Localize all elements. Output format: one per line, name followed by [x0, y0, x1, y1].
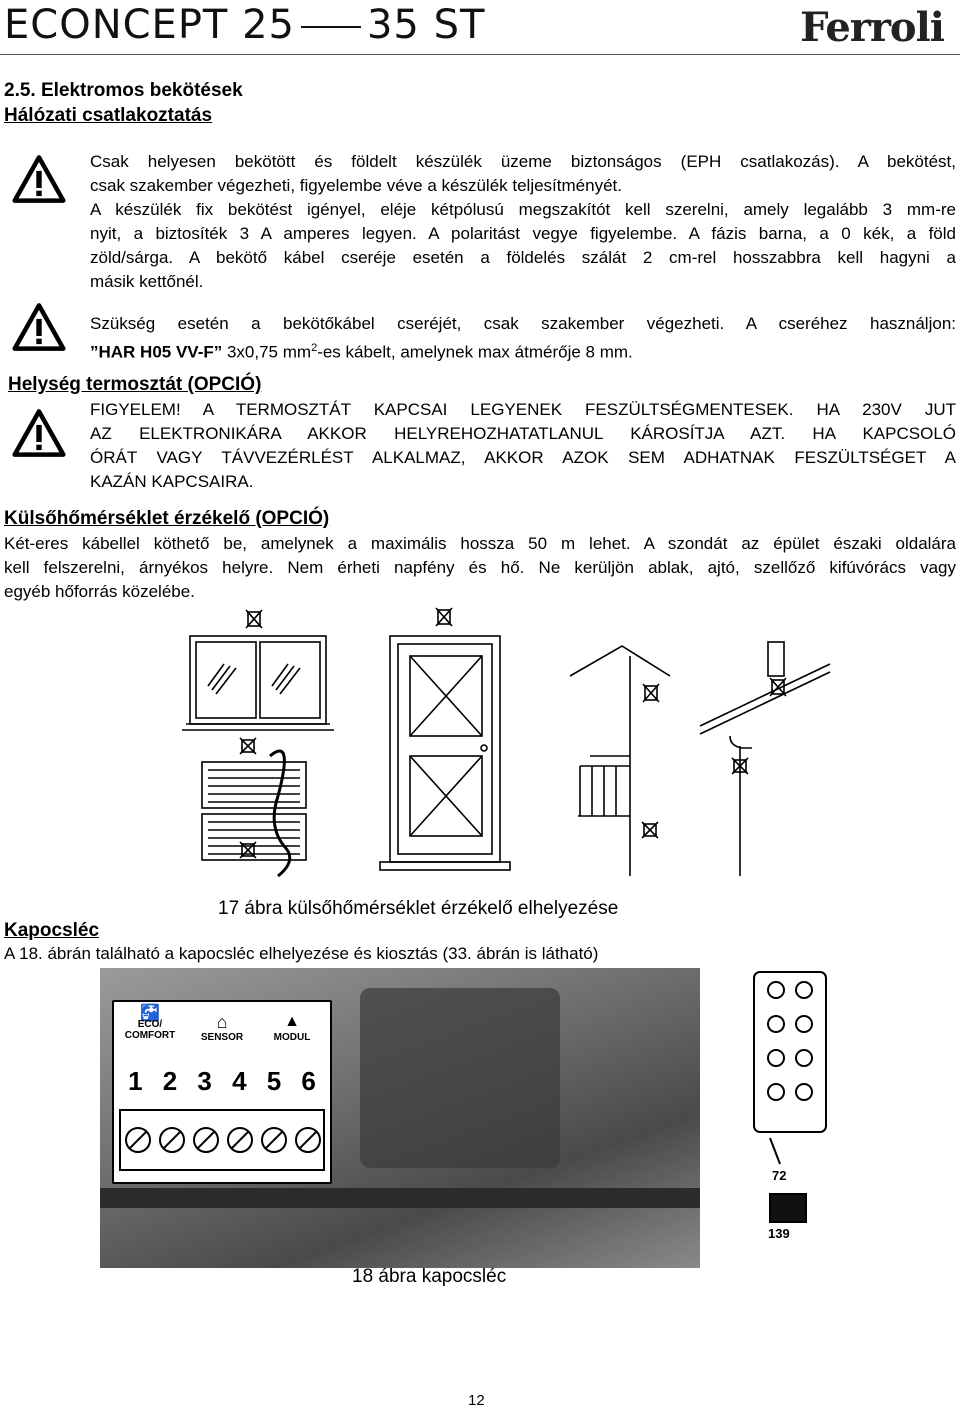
- terminal-number: 2: [162, 1066, 178, 1096]
- product-title: [4, 2, 485, 48]
- warning-line: másik kettőnél.: [90, 272, 204, 291]
- warning-line: Szükség esetén a bekötőkábel cseréjét, csak szakember végezheti. A cseréhez használjon:: [90, 314, 956, 333]
- section-subheading: Hálózati csatlakoztatás: [4, 105, 213, 126]
- modul-label-box: [262, 1012, 322, 1043]
- product-name-left: ECONCEPT 25: [4, 2, 295, 48]
- thermostat-line: KAZÁN KAPCSAIRA.: [90, 472, 254, 491]
- label-139: 139: [768, 1226, 790, 1241]
- cable-spec-b: -es kábelt, amelynek max átmérője 8 mm.: [317, 342, 633, 362]
- terminal-screws: [118, 1106, 326, 1176]
- terminal-detail-drawing: [740, 968, 840, 1248]
- warning-icon: [12, 406, 66, 460]
- warning-line: A készülék fix bekötést igényel, eléje kétpólusú megszakítót kell szerelni, amely legalább 3 mm-re: [90, 200, 956, 219]
- warning-icon: [12, 300, 66, 354]
- tap-icon: 🚰: [140, 1005, 160, 1022]
- title-dash: [301, 26, 361, 28]
- sensor-label: SENSOR: [200, 1032, 244, 1043]
- sensor-text: [4, 532, 956, 604]
- terminal-number: 1: [128, 1066, 143, 1096]
- vent-illustration: [202, 738, 306, 876]
- eco-comfort-label: [120, 1005, 180, 1048]
- brand-logo: Ferroli: [800, 4, 944, 51]
- thermostat-line: AZ ELEKTRONIKÁRA AKKOR HELYREHOZHATATLANUL KÁROSÍTJA AZT. HA KAPCSOLÓ: [90, 424, 956, 443]
- thermostat-text: [90, 398, 956, 494]
- terminal-block: [112, 1000, 332, 1184]
- terminal-number: 5: [266, 1066, 282, 1096]
- page-number: 12: [468, 1392, 485, 1409]
- thermostat-heading: Helység termosztát (OPCIÓ): [8, 374, 262, 395]
- triangle-icon: ▲: [284, 1013, 300, 1030]
- warning-icon: [12, 152, 66, 206]
- terminal-text: A 18. ábrán található a kapocsléc elhelyezése és kiosztás (33. ábrán is látható): [4, 944, 599, 963]
- base-bar: [100, 1188, 700, 1208]
- eco-label: ECO/: [137, 1019, 163, 1030]
- terminal-number: 4: [232, 1066, 247, 1096]
- figure-18-caption: 18 ábra kapocsléc: [352, 1266, 507, 1287]
- warning-line: Csak helyesen bekötött és földelt készülék üzeme biztonságos (EPH csatlakozás). A bekötést,: [90, 152, 956, 171]
- window-illustration: [182, 610, 334, 730]
- label-72: 72: [772, 1168, 787, 1183]
- balcony-illustration: [570, 646, 670, 876]
- terminal-number: 6: [301, 1066, 316, 1096]
- warning-line: zöld/sárga. A bekötő kábel cseréje esetén a földelés szálát 2 cm-rel hosszabbra kell hagyni a: [90, 248, 956, 267]
- sensor-line: Két-eres kábellel köthető be, amelynek a maximális hossza 50 m lehet. A szondát az épület északi oldalára: [4, 534, 956, 553]
- sensor-label-box: [192, 1012, 252, 1043]
- section-heading: 2.5. Elektromos bekötések: [4, 80, 243, 101]
- door-illustration: [380, 608, 510, 870]
- warning-line: nyit, a biztosíték 3 A amperes legyen. A polaritást vegye figyelembe. A fázis barna, a 0 kék, a föld: [90, 224, 956, 243]
- house-icon: ⌂: [216, 1012, 228, 1032]
- thermostat-line: ÓRÁT VAGY TÁVVEZÉRLÉST ALKALMAZ, AKKOR AZOK SEM ADHATNAK FESZÜLTSÉGET A: [90, 448, 956, 467]
- modul-label: MODUL: [273, 1032, 311, 1043]
- sensor-placement-figure: [160, 606, 840, 896]
- thermostat-line: FIGYELEM! A TERMOSZTÁT KAPCSAI LEGYENEK FESZÜLTSÉGMENTESEK. HA 230V JUT: [90, 400, 956, 419]
- cable-spec-line: [90, 336, 956, 365]
- header-rule: [0, 54, 960, 55]
- warning-text-1: [90, 150, 956, 294]
- terminal-heading: Kapocsléc: [4, 920, 100, 941]
- roof-illustration: [700, 642, 830, 876]
- valve-shape: [360, 988, 560, 1168]
- warning-line: csak szakember végezheti, figyelembe véve a készülék teljesítményét.: [90, 176, 622, 195]
- comfort-label: COMFORT: [124, 1030, 176, 1041]
- terminal-number: 3: [197, 1066, 212, 1096]
- sensor-line: egyéb hőforrás közelébe.: [4, 582, 195, 601]
- cable-type: ”HAR H05 VV-F”: [90, 342, 223, 362]
- cable-spec-sup: 2: [311, 342, 318, 354]
- warning-text-2: [90, 312, 956, 365]
- sensor-line: kell felszerelni, árnyékos helyre. Nem érheti napfény és hő. Ne kerüljön ablak, ajtó, szellőző kifúvórács vagy: [4, 558, 956, 577]
- terminal-numbers: [118, 1066, 326, 1097]
- cable-spec-a: 3x0,75 mm: [222, 342, 312, 362]
- product-name-right: 35 ST: [366, 2, 486, 48]
- sensor-heading: Külsőhőmérséklet érzékelő (OPCIÓ): [4, 508, 330, 529]
- figure-17-caption: 17 ábra külsőhőmérséklet érzékelő elhelyezése: [218, 898, 619, 919]
